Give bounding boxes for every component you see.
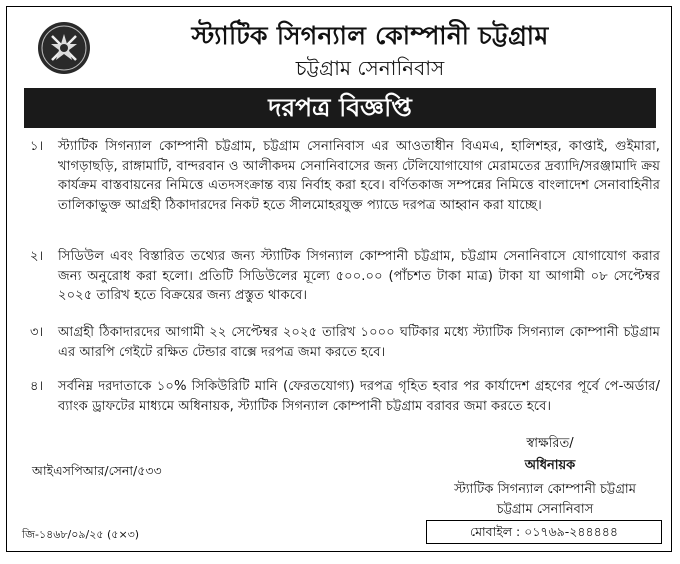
paragraph-text: স্ট্যাটিক সিগন্যাল কোম্পানী চট্টগ্রাম, চট্টগ্রাম সেনানিবাস এর আওতাধীন বিএমএ, হালিশহর, কাপ্তাই, গুইমারা, খাগড়াছড়ি, রাঙ্গামাটি, বান্দরবান ও আলীকদম সেনানিবাসের জন্য টেলিযোগাযোগ মেরামতের দ্রব্যাদি/সরঞ্জামাদি ক্রয় কার্যক্রম বাস্তবায়নের নিমিত্তে এতদসংক্রান্ত ব্যয় নির্বাহ করা হবে। বর্ণিতকাজ সম্পন্নের নিমিত্তে বাংলাদেশ সেনাবাহিনীর তালিকাভুক্ত আগ্রহী ঠিকাদারদের নিকট হতে সীলমোহরযুক্ত প্যাডে দরপত্র আহ্বান করা যাচ্ছে। — [58, 139, 660, 213]
notice-banner: দরপত্র বিজ্ঞপ্তি — [24, 88, 656, 128]
paragraph-number: ৪। — [30, 379, 44, 394]
signed-label: স্বাক্ষরিত/ — [526, 436, 574, 451]
paragraph-2 — [30, 247, 660, 306]
signatory-unit: স্ট্যাটিক সিগন্যাল কোম্পানী চট্টগ্রাম — [454, 482, 636, 497]
contact-phone: মোবাইল : ০১৭৬৯-২৪৪৪৪৪ — [426, 520, 662, 544]
memo-number: আইএসপিআর/সেনা/৫৩৩ — [32, 463, 162, 478]
paragraph-text: সর্বনিম্ন দরদাতাকে ১০% সিকিউরিটি মানি (ফেরতযোগ্য) দরপত্র গৃহিত হবার পর কার্যাদেশ গ্রহণের পূর্বে পে-অর্ডার/ব্যাংক ড্রাফটের মাধ্যমে অধিনায়ক, স্ট্যাটিক সিগন্যাল কোম্পানী চট্টগ্রাম বরাবর জমা করতে হবে। — [58, 379, 660, 414]
paragraph-number: ১। — [30, 139, 44, 154]
page-title: স্ট্যাটিক সিগন্যাল কোম্পানী চট্টগ্রাম — [191, 21, 549, 50]
gd-code: জি-১৪৬৮/০৯/২৫ (৫×৩) — [22, 528, 140, 541]
paragraph-number: ৩। — [30, 325, 44, 340]
army-emblem-icon — [36, 20, 92, 76]
signatory-designation: অধিনায়ক — [524, 458, 576, 473]
paragraph-4 — [30, 377, 660, 416]
page-subtitle: চট্টগ্রাম সেনানিবাস — [295, 56, 445, 80]
paragraph-text: সিডিউল এবং বিস্তারিত তথ্যের জন্য স্ট্যাটিক সিগন্যাল কোম্পানী চট্টগ্রাম, চট্টগ্রাম সেনানিবাসে যোগাযোগ করার জন্য অনুরোধ করা হলো। প্রতিটি সিডিউলের মূল্যে ৫০০.০০ (পাঁচশত টাকা মাত্র) টাকা যা আগামী ০৮ সেপ্টেম্বর ২০২৫ তারিখ হতে বিক্রয়ের জন্য প্রস্তুত থাকবে। — [58, 249, 660, 304]
paragraph-1 — [30, 137, 660, 215]
paragraph-number: ২। — [30, 249, 44, 264]
paragraph-text: আগ্রহী ঠিকাদারদের আগামী ২২ সেপ্টেম্বর ২০২৫ তারিখ ১০০০ ঘটিকার মধ্যে স্ট্যাটিক সিগন্যাল কোম্পানী চট্টগ্রাম এর আরপি গেইটে রক্ষিত টেন্ডার বাক্সে দরপত্র জমা করতে হবে। — [58, 325, 660, 360]
paragraph-3 — [30, 323, 660, 362]
signatory-place: চট্টগ্রাম সেনানিবাস — [496, 502, 594, 517]
